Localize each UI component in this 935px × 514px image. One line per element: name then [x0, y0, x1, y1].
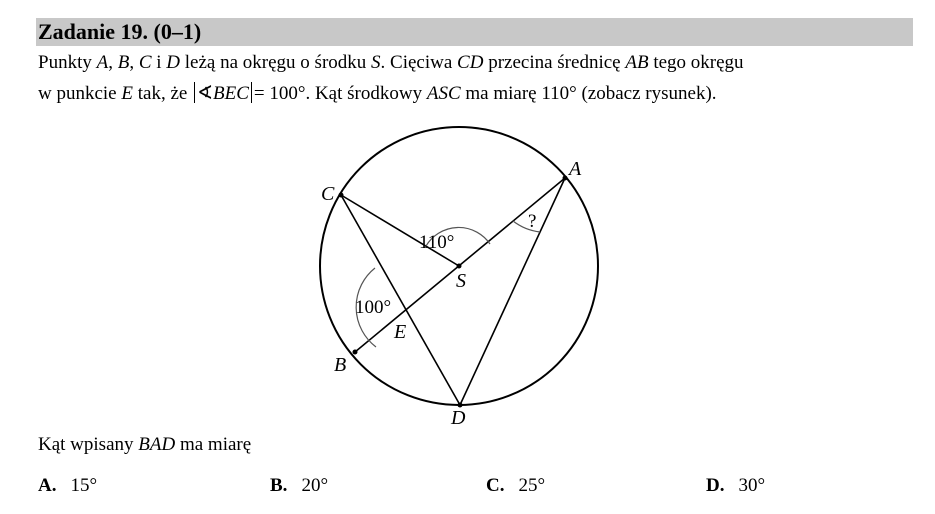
- question-prefix: Kąt wpisany: [38, 434, 139, 455]
- statement-text: w punkcie: [38, 83, 122, 104]
- angle-bec-value: = 100°: [253, 83, 306, 104]
- point-c-symbol: C: [138, 52, 152, 73]
- answer-value: 20°: [301, 475, 329, 496]
- angle-symbol: ∢: [197, 83, 213, 104]
- answer-letter: A.: [38, 475, 57, 496]
- answer-option-c[interactable]: [486, 474, 545, 498]
- answer-letter: B.: [270, 475, 288, 496]
- diameter-symbol: AB: [625, 52, 649, 73]
- label-b: B: [334, 354, 347, 376]
- angle-label-unknown: ?: [528, 211, 537, 232]
- angle-asc-symbol: ASC: [426, 83, 461, 104]
- statement-text: przecina średnicę: [483, 52, 626, 73]
- point-c: [339, 193, 344, 198]
- task-title: Zadanie 19. (0–1): [38, 19, 202, 44]
- answer-value: 15°: [70, 475, 98, 496]
- statement-text: i: [151, 52, 167, 73]
- label-d: D: [451, 407, 466, 429]
- statement-text: ,: [108, 52, 118, 73]
- statement-text: ma miarę 110° (zobacz rysunek).: [460, 83, 717, 104]
- answer-options: [0, 474, 935, 500]
- point-a-symbol: A: [96, 52, 109, 73]
- statement-text: . Cięciwa: [380, 52, 458, 73]
- question-text: [38, 433, 251, 457]
- answer-letter: D.: [706, 475, 725, 496]
- chord-symbol: CD: [457, 52, 484, 73]
- answer-value: 30°: [738, 475, 766, 496]
- label-s: S: [456, 270, 466, 292]
- point-b: [353, 350, 358, 355]
- point-e-symbol: E: [121, 83, 133, 104]
- label-e: E: [394, 321, 407, 343]
- segment-cs: [341, 195, 459, 266]
- angle-label-asc: 110°: [419, 232, 455, 253]
- point-s-symbol: S: [371, 52, 381, 73]
- answer-option-a[interactable]: [38, 474, 97, 498]
- point-a: [563, 176, 568, 181]
- question-suffix: ma miarę: [175, 434, 252, 455]
- angle-label-bec: 100°: [355, 297, 392, 318]
- point-s: [457, 264, 462, 269]
- label-c: C: [321, 183, 335, 205]
- angle-bec-symbol: BEC: [212, 83, 249, 104]
- statement-text: tego okręgu: [648, 52, 744, 73]
- statement-text: tak, że: [132, 83, 193, 104]
- point-b-symbol: B: [117, 52, 130, 73]
- answer-option-b[interactable]: [270, 474, 328, 498]
- statement-text: ,: [129, 52, 139, 73]
- question-angle: BAD: [138, 434, 176, 455]
- answer-letter: C.: [486, 475, 505, 496]
- statement-text: . Kąt środkowy: [305, 83, 427, 104]
- answer-option-d[interactable]: [706, 474, 765, 498]
- label-a: A: [569, 158, 582, 180]
- statement-text: leżą na okręgu o środku: [180, 52, 372, 73]
- answer-value: 25°: [518, 475, 546, 496]
- point-d-symbol: D: [166, 52, 181, 73]
- statement-text: Punkty: [38, 52, 97, 73]
